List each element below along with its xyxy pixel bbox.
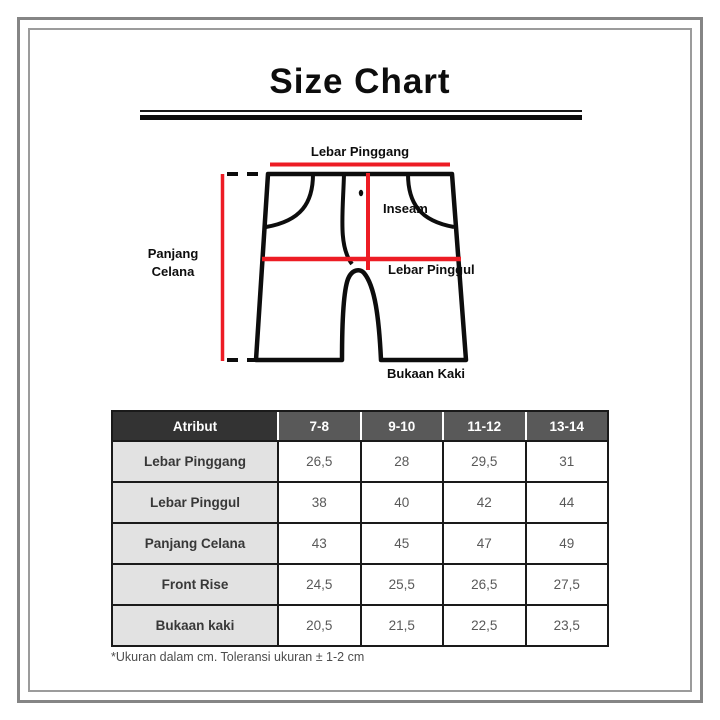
cell-value: 25,5 — [360, 565, 443, 604]
cell-value: 31 — [525, 442, 608, 481]
table-row — [113, 563, 607, 604]
cell-value: 42 — [442, 483, 525, 522]
header-cell-size-13-14: 13-14 — [525, 412, 608, 440]
row-label: Panjang Celana — [113, 524, 277, 563]
row-label: Bukaan kaki — [113, 606, 277, 645]
cell-value: 27,5 — [525, 565, 608, 604]
table-header-row — [113, 412, 607, 440]
cell-value: 44 — [525, 483, 608, 522]
page-title: Size Chart — [269, 62, 451, 101]
waist-label: Lebar Pinggang — [310, 144, 410, 159]
cell-value: 26,5 — [442, 565, 525, 604]
left-pocket-line — [266, 174, 313, 227]
length-label-line1: Panjang — [147, 246, 199, 261]
cell-value: 47 — [442, 524, 525, 563]
title-underline — [140, 110, 582, 120]
size-tolerance-note: *Ukuran dalam cm. Toleransi ukuran ± 1-2 cm — [111, 650, 365, 664]
cell-value: 29,5 — [442, 442, 525, 481]
row-label: Lebar Pinggul — [113, 483, 277, 522]
row-label: Lebar Pinggang — [113, 442, 277, 481]
hip-label: Lebar Pinggul — [388, 262, 475, 277]
cell-value: 28 — [360, 442, 443, 481]
underline-thick — [140, 115, 582, 120]
cell-value: 43 — [277, 524, 360, 563]
table-row — [113, 522, 607, 563]
header-cell-size-11-12: 11-12 — [442, 412, 525, 440]
header-cell-size-7-8: 7-8 — [277, 412, 360, 440]
cell-value: 23,5 — [525, 606, 608, 645]
button-dot — [359, 190, 363, 196]
table-row — [113, 604, 607, 645]
row-label: Front Rise — [113, 565, 277, 604]
header-cell-size-9-10: 9-10 — [360, 412, 443, 440]
cell-value: 45 — [360, 524, 443, 563]
cell-value: 20,5 — [277, 606, 360, 645]
size-table — [111, 410, 609, 647]
inseam-label: Inseam — [383, 201, 428, 216]
length-label — [127, 245, 219, 281]
fly-line — [342, 174, 352, 264]
leg-opening-label: Bukaan Kaki — [387, 366, 466, 381]
length-label-line2: Celana — [151, 264, 195, 279]
cell-value: 21,5 — [360, 606, 443, 645]
table-row — [113, 440, 607, 481]
cell-value: 40 — [360, 483, 443, 522]
cell-value: 22,5 — [442, 606, 525, 645]
cell-value: 38 — [277, 483, 360, 522]
table-row — [113, 481, 607, 522]
cell-value: 49 — [525, 524, 608, 563]
header-cell-attribute: Atribut — [113, 412, 277, 440]
cell-value: 24,5 — [277, 565, 360, 604]
cell-value: 26,5 — [277, 442, 360, 481]
